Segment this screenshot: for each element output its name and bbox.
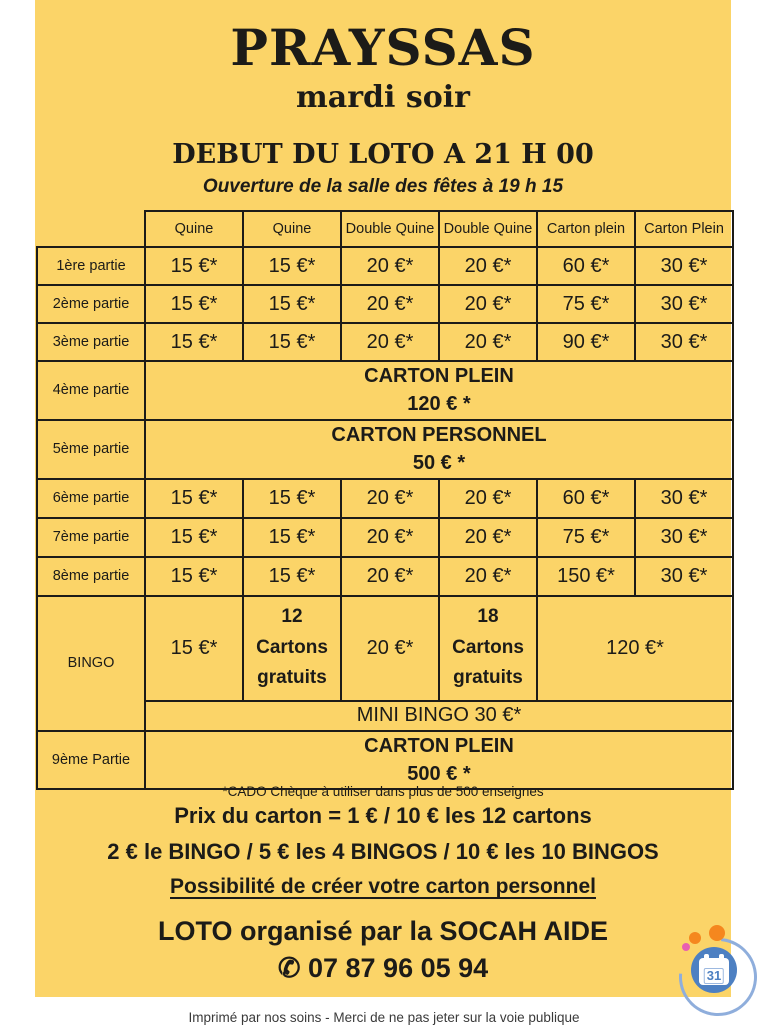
prize-cell: 30 €* — [635, 247, 733, 285]
col-header-double-quine-1: Double Quine — [341, 211, 439, 247]
corner-cell — [37, 211, 145, 247]
table-row-partie-2 — [37, 285, 733, 323]
col-header-carton-plein-1: Carton plein — [537, 211, 635, 247]
table-row-partie-9 — [37, 731, 733, 790]
personal-card-line: Possibilité de créer votre carton personnel — [170, 875, 596, 898]
merged-prize-amount: 500 € * — [407, 762, 471, 785]
opening-time-line: Ouverture de la salle des fêtes à 19 h 15 — [202, 176, 564, 197]
merged-prize-title: CARTON PLEIN — [364, 734, 514, 757]
prize-cell: 15 €* — [145, 247, 243, 285]
row-label: 5ème partie — [37, 420, 145, 479]
prize-cell: 15 €* — [145, 323, 243, 361]
merged-prize-cell — [145, 420, 733, 479]
row-label: 8ème partie — [37, 557, 145, 596]
row-label: 7ème partie — [37, 518, 145, 557]
start-time-line: DEBUT DU LOTO A 21 H 00 — [172, 139, 594, 170]
row-label: 3ème partie — [37, 323, 145, 361]
col-header-quine-2: Quine — [243, 211, 341, 247]
prize-cell: 90 €* — [537, 323, 635, 361]
calendar-day: 31 — [704, 968, 724, 984]
prize-cell: 20 €* — [439, 557, 537, 596]
table-row-partie-1 — [37, 247, 733, 285]
prize-cell: 20 €* — [439, 479, 537, 518]
prize-cell: 75 €* — [537, 518, 635, 557]
free-cards-cell — [439, 596, 537, 701]
free-cards-count: 18 — [477, 605, 499, 627]
table-row-bingo — [37, 596, 733, 701]
subtitle: mardi soir — [296, 80, 470, 115]
prize-cell: 20 €* — [439, 518, 537, 557]
prize-cell: 150 €* — [537, 557, 635, 596]
prize-cell: 60 €* — [537, 247, 635, 285]
prize-cell: 30 €* — [635, 323, 733, 361]
col-header-quine-1: Quine — [145, 211, 243, 247]
row-label: 1ère partie — [37, 247, 145, 285]
phone-line — [35, 953, 731, 984]
merged-prize-amount: 120 € * — [407, 393, 471, 416]
free-cards-word-1: Cartons — [256, 636, 328, 658]
merged-prize-amount: 50 € * — [412, 452, 466, 475]
prize-cell: 15 €* — [145, 518, 243, 557]
prize-cell: 15 €* — [243, 323, 341, 361]
phone-icon: ✆ — [277, 953, 301, 983]
prize-cell: 20 €* — [439, 247, 537, 285]
prize-cell: 20 €* — [341, 596, 439, 701]
loto-poster — [35, 0, 731, 997]
prize-cell: 20 €* — [439, 323, 537, 361]
prize-cell: 15 €* — [145, 557, 243, 596]
free-cards-word-2: gratuits — [257, 667, 327, 689]
pink-dot — [682, 943, 690, 951]
col-header-double-quine-2: Double Quine — [439, 211, 537, 247]
table-row-partie-5 — [37, 420, 733, 479]
prize-cell: 20 €* — [341, 323, 439, 361]
merged-prize-cell — [145, 731, 733, 790]
calendar-icon — [691, 947, 737, 993]
orange-dot-small — [689, 932, 701, 944]
table-row-partie-6 — [37, 479, 733, 518]
prize-cell: 60 €* — [537, 479, 635, 518]
prize-cell: 30 €* — [635, 557, 733, 596]
merged-prize-title: CARTON PLEIN — [364, 365, 514, 387]
prize-cell: 30 €* — [635, 285, 733, 323]
bingo-price-line: 2 € le BINGO / 5 € les 4 BINGOS / 10 € les 10 BINGOS — [107, 839, 659, 864]
phone-number: 07 87 96 05 94 — [307, 953, 489, 983]
prize-cell: 15 €* — [243, 285, 341, 323]
prize-cell: 75 €* — [537, 285, 635, 323]
free-cards-word-1: Cartons — [452, 636, 524, 658]
prize-cell: 15 €* — [145, 479, 243, 518]
prize-cell: 15 €* — [243, 557, 341, 596]
organizer-line: LOTO organisé par la SOCAH AIDE — [157, 916, 609, 946]
prize-cell: 20 €* — [439, 285, 537, 323]
print-note: Imprimé par nos soins - Merci de ne pas jeter sur la voie publique — [188, 1010, 580, 1025]
prize-cell: 20 €* — [341, 479, 439, 518]
table-header-row — [37, 211, 733, 247]
page-title: PRAYSSAS — [230, 18, 536, 77]
row-label: 2ème partie — [37, 285, 145, 323]
row-label: 4ème partie — [37, 361, 145, 420]
col-header-carton-plein-2: Carton Plein — [635, 211, 733, 247]
table-row-partie-7 — [37, 518, 733, 557]
prize-cell: 15 €* — [145, 596, 243, 701]
mini-bingo-cell: MINI BINGO 30 €* — [145, 701, 733, 731]
table-row-partie-8 — [37, 557, 733, 596]
calendar-hook-left — [704, 954, 709, 962]
prize-cell: 20 €* — [341, 285, 439, 323]
row-label: 9ème Partie — [37, 731, 145, 790]
prize-cell: 15 €* — [243, 247, 341, 285]
prize-cell: 30 €* — [635, 479, 733, 518]
calendar-body — [699, 958, 729, 985]
prize-cell: 15 €* — [243, 479, 341, 518]
card-price-line: Prix du carton = 1 € / 10 € les 12 cartons — [174, 803, 592, 828]
free-cards-cell — [243, 596, 341, 701]
table-row-partie-4 — [37, 361, 733, 420]
prize-cell: 20 €* — [341, 247, 439, 285]
free-cards-word-2: gratuits — [453, 667, 523, 689]
cado-note: *CADO Chèque à utiliser dans plus de 500 enseignes — [222, 784, 544, 799]
free-cards-count: 12 — [281, 605, 303, 627]
orange-dot-large — [709, 925, 725, 941]
prize-cell: 20 €* — [341, 518, 439, 557]
row-label-bingo: BINGO — [37, 596, 145, 731]
prize-cell: 20 €* — [341, 557, 439, 596]
calendar-reminder-widget[interactable] — [660, 916, 768, 1024]
prize-cell: 15 €* — [243, 518, 341, 557]
prize-cell: 30 €* — [635, 518, 733, 557]
merged-prize-cell — [145, 361, 733, 420]
merged-prize-title: CARTON PERSONNEL — [331, 423, 547, 446]
table-row-partie-3 — [37, 323, 733, 361]
prize-cell: 15 €* — [145, 285, 243, 323]
prize-cell-carton: 120 €* — [537, 596, 733, 701]
calendar-hook-right — [719, 954, 724, 962]
prize-table — [36, 210, 734, 790]
row-label: 6ème partie — [37, 479, 145, 518]
